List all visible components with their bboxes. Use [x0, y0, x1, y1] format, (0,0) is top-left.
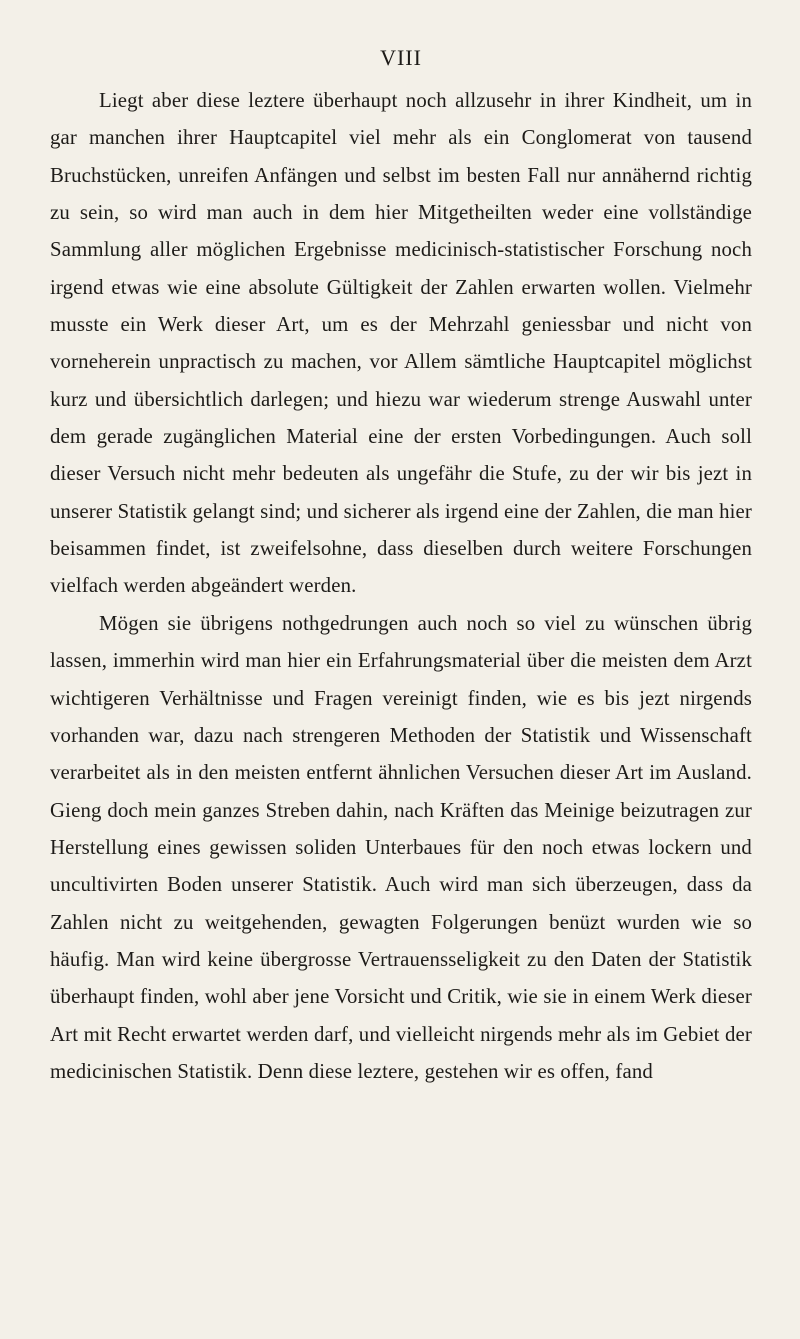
- body-text: [50, 82, 752, 1090]
- paragraph-2: Mögen sie übrigens nothgedrungen auch noch so viel zu wünschen übrig lassen, immerhin wird man hier ein Erfahrungsmaterial über die meisten dem Arzt wichtigeren Verhältnisse und Fragen vereinigt finden, wie es bis jezt nirgends vorhanden war, dazu nach strengeren Methoden der Statistik und Wissenschaft verarbeitet als in den meisten entfernt ähnlichen Versuchen dieser Art im Ausland. Gieng doch mein ganzes Streben dahin, nach Kräften das Meinige beizutragen zur Herstellung eines gewissen soliden Unterbaues für den noch etwas lockern und uncultivirten Boden unserer Statistik. Auch wird man sich überzeugen, dass da Zahlen nicht zu weitgehenden, gewagten Folgerungen benüzt wurden wie so häufig. Man wird keine übergrosse Vertrauensseligkeit zu den Daten der Statistik überhaupt finden, wohl aber jene Vorsicht und Critik, wie sie in einem Werk dieser Art mit Recht erwartet werden darf, und vielleicht nirgends mehr als im Gebiet der medicinischen Statistik. Denn diese leztere, gestehen wir es offen, fand: [50, 611, 752, 1083]
- paragraph-1: Liegt aber diese leztere überhaupt noch allzusehr in ihrer Kindheit, um in gar manchen ihrer Hauptcapitel viel mehr als ein Conglomerat von tausend Bruchstücken, unreifen Anfängen und selbst im besten Fall nur annähernd richtig zu sein, so wird man auch in dem hier Mitgetheilten weder eine vollständige Sammlung aller möglichen Ergebnisse medicinisch-statistischer Forschung noch irgend etwas wie eine absolute Gültigkeit der Zahlen erwarten wollen. Vielmehr musste ein Werk dieser Art, um es der Mehrzahl geniessbar und nicht von vorneherein unpractisch zu machen, vor Allem sämtliche Hauptcapitel möglichst kurz und übersichtlich darlegen; und hiezu war wiederum strenge Auswahl unter dem gerade zugänglichen Material eine der ersten Vorbedingungen. Auch soll dieser Versuch nicht mehr bedeuten als ungefähr die Stufe, zu der wir bis jezt in unserer Statistik gelangt sind; und sicherer als irgend eine der Zahlen, die man hier beisammen findet, ist zweifelsohne, dass dieselben durch weitere Forschungen vielfach werden abgeändert werden.: [50, 89, 752, 598]
- page-number: VIII: [380, 45, 422, 70]
